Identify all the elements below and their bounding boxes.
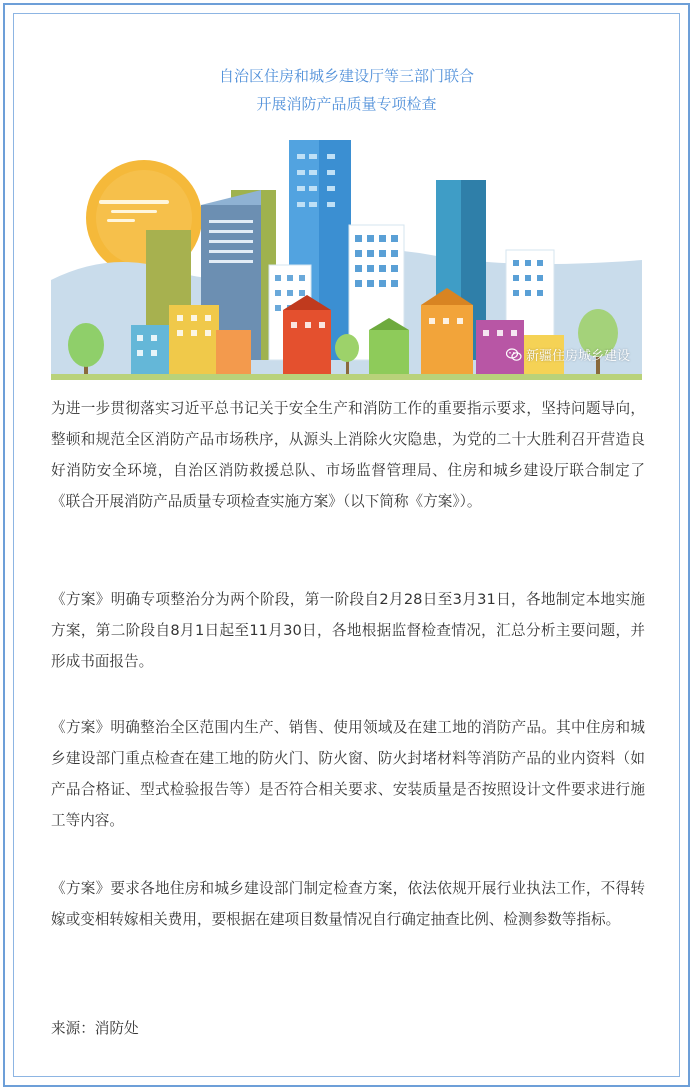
paragraph-2-text: 《方案》明确专项整治分为两个阶段，第一阶段自2月28日至3月31日，各地制定本地实施方案，第二阶段自8月1日起至11月30日，各地根据监督检查情况，汇总分析主要问题，并形成书面报告。 bbox=[51, 591, 645, 670]
article-title bbox=[0, 62, 693, 118]
watermark-text: 新疆住房城乡建设 bbox=[525, 349, 630, 364]
watermark bbox=[506, 345, 630, 364]
source-line bbox=[51, 1013, 645, 1044]
paragraph-3-text: 《方案》明确整治全区范围内生产、销售、使用领域及在建工地的消防产品。其中住房和城乡建设部门重点检查在建工地的防火门、防火窗、防火封堵材料等消防产品的业内资料（如产品合格证、型式检验报告等）是否符合相关要求、安装质量是否按照设计文件要求进行施工等内容。 bbox=[51, 719, 645, 829]
paragraph-1-text: 为进一步贯彻落实习近平总书记关于安全生产和消防工作的重要指示要求，坚持问题导向，整顿和规范全区消防产品市场秩序，从源头上消除火灾隐患，为党的二十大胜利召开营造良好消防安全环境，自治区消防救援总队、市场监督管理局、住房和城乡建设厅联合制定了《联合开展消防产品质量专项检查实施方案》（以下简称《方案》）。 bbox=[51, 400, 645, 510]
paragraph-3 bbox=[51, 712, 645, 836]
title-line-2: 开展消防产品质量专项检查 bbox=[256, 95, 437, 113]
paragraph-1 bbox=[51, 393, 645, 517]
paragraph-2 bbox=[51, 584, 645, 677]
paragraph-4-text: 《方案》要求各地住房和城乡建设部门制定检查方案，依法依规开展行业执法工作，不得转嫁或变相转嫁相关费用，要根据在建项目数量情况自行确定抽查比例、检测参数等指标。 bbox=[51, 880, 645, 928]
title-line-1: 自治区住房和城乡建设厅等三部门联合 bbox=[218, 67, 474, 85]
wechat-icon bbox=[506, 348, 522, 362]
paragraph-4 bbox=[51, 873, 645, 935]
source-text: 来源：消防处 bbox=[51, 1020, 139, 1037]
city-skyline-illustration bbox=[51, 130, 642, 380]
